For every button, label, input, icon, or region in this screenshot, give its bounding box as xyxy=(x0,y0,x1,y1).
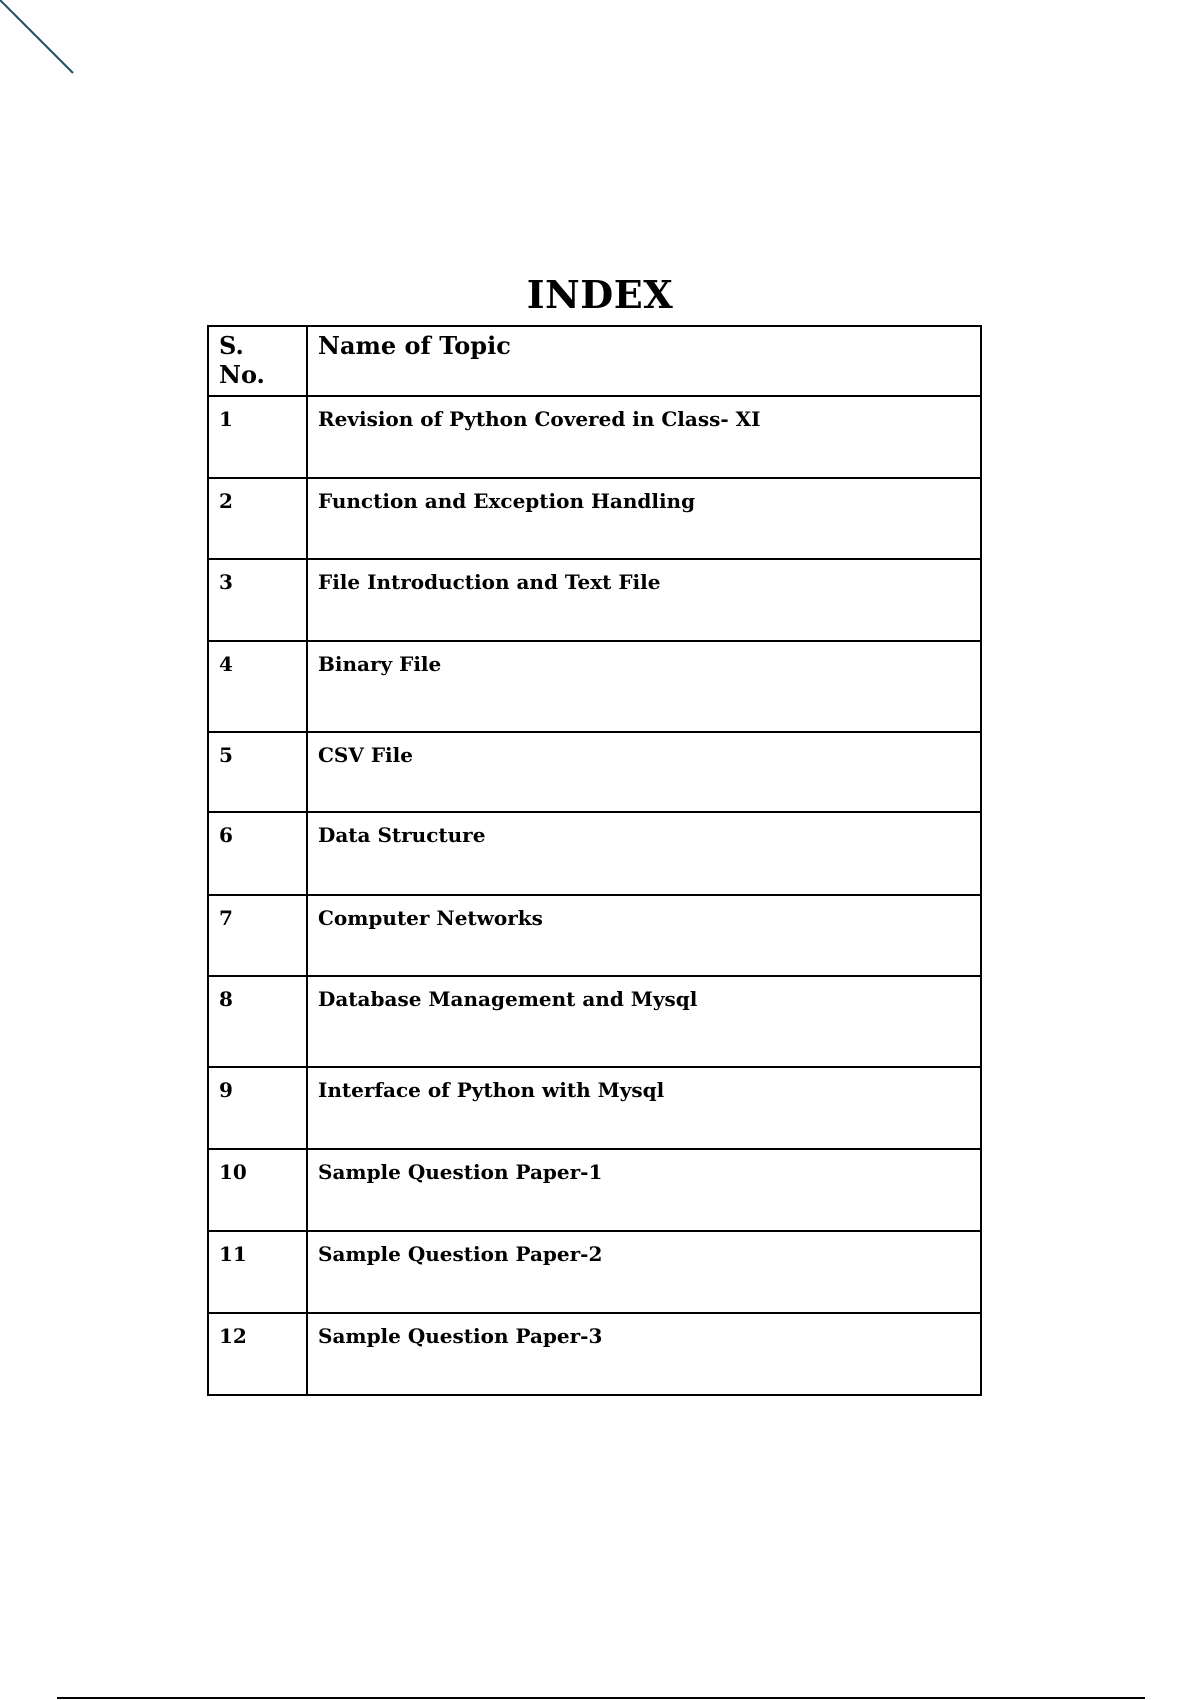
page-title: INDEX xyxy=(526,272,674,317)
corner-decoration-line xyxy=(0,0,80,80)
row-topic: CSV File xyxy=(307,732,981,812)
row-sno: 7 xyxy=(208,895,307,976)
table-row xyxy=(208,559,981,641)
row-topic: Function and Exception Handling xyxy=(307,478,981,559)
table-row xyxy=(208,1313,981,1395)
table-row xyxy=(208,732,981,812)
table-row xyxy=(208,895,981,976)
row-topic: Sample Question Paper-3 xyxy=(307,1313,981,1395)
row-topic: Data Structure xyxy=(307,812,981,895)
row-sno: 2 xyxy=(208,478,307,559)
table-header-row xyxy=(208,326,981,396)
row-sno: 1 xyxy=(208,396,307,478)
row-sno: 11 xyxy=(208,1231,307,1313)
row-sno: 9 xyxy=(208,1067,307,1149)
table-row xyxy=(208,1231,981,1313)
table-row xyxy=(208,396,981,478)
table-row xyxy=(208,1067,981,1149)
table-row xyxy=(208,1149,981,1231)
row-topic: Computer Networks xyxy=(307,895,981,976)
row-topic: Interface of Python with Mysql xyxy=(307,1067,981,1149)
row-topic: Binary File xyxy=(307,641,981,732)
header-sno: S. No. xyxy=(208,326,307,396)
header-topic: Name of Topic xyxy=(307,326,981,396)
footer-rule xyxy=(57,1697,1145,1699)
row-sno: 4 xyxy=(208,641,307,732)
table-row xyxy=(208,478,981,559)
row-sno: 8 xyxy=(208,976,307,1067)
row-sno: 5 xyxy=(208,732,307,812)
row-sno: 12 xyxy=(208,1313,307,1395)
row-topic: Sample Question Paper-2 xyxy=(307,1231,981,1313)
row-topic: Sample Question Paper-1 xyxy=(307,1149,981,1231)
row-sno: 3 xyxy=(208,559,307,641)
index-table xyxy=(207,325,982,1396)
row-sno: 10 xyxy=(208,1149,307,1231)
row-topic: File Introduction and Text File xyxy=(307,559,981,641)
row-sno: 6 xyxy=(208,812,307,895)
table-row xyxy=(208,641,981,732)
table-row xyxy=(208,976,981,1067)
table-row xyxy=(208,812,981,895)
row-topic: Revision of Python Covered in Class- XI xyxy=(307,396,981,478)
row-topic: Database Management and Mysql xyxy=(307,976,981,1067)
